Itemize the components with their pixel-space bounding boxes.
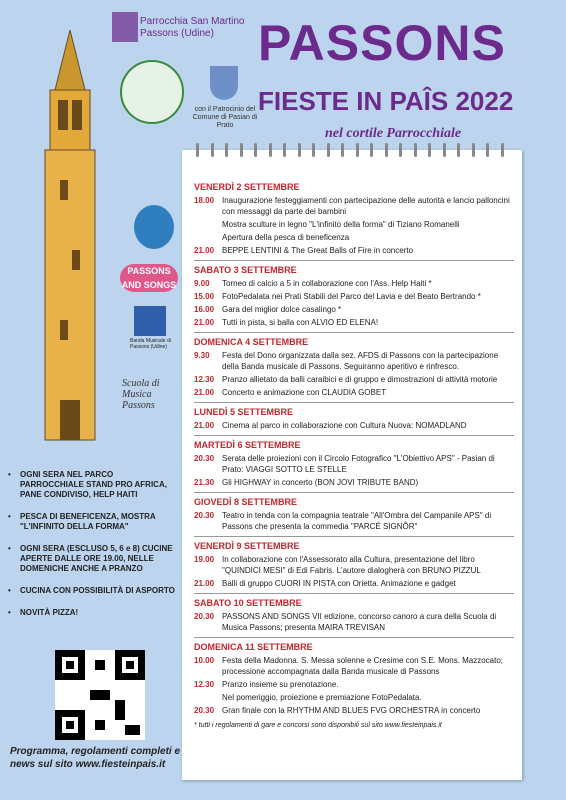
notebook-ring [385, 143, 388, 157]
event-description: BEPPE LENTINI & The Great Balls of Fire in concerto [222, 246, 414, 255]
notebook-ring [501, 143, 504, 157]
event-description: Pranzo insieme su prenotazione. [222, 680, 339, 689]
event-time: 12.30 [194, 375, 215, 384]
event-time: 19.00 [194, 555, 215, 564]
bullet-text: NOVITÀ PIZZA! [20, 608, 79, 617]
event-description: Apertura della pesca di beneficenza [222, 233, 350, 242]
bullet-text: CUCINA CON POSSIBILITÀ DI ASPORTO [20, 586, 175, 595]
info-bullet [8, 608, 178, 618]
day-separator [194, 492, 514, 493]
patronage-text: con il Patrocinio del Comune di Pasian di Prato [192, 106, 258, 129]
day-separator [194, 435, 514, 436]
program-note: Programma, regolamenti completi e news sul sito www.fiesteinpais.it [10, 746, 181, 770]
event-description: Teatro in tenda con la compagnia teatrale "All'Ombra del Campanile APS" di Passons che presenta la commedia "PARCÉ SIGNÔR" [222, 511, 492, 531]
notebook-ring [254, 143, 257, 157]
day-heading: LUNEDÌ 5 SETTEMBRE [194, 407, 294, 417]
event-row [194, 578, 514, 589]
day-heading: VENERDÌ 2 SETTEMBRE [194, 182, 300, 192]
event-description: Nel pomeriggio, proiezione e premiazione FotoPedalata. [222, 693, 422, 702]
event-row [194, 679, 514, 690]
event-description: PASSONS AND SONGS VII edizione, concorso canoro a cura della Scuola di Musica Passons; presenta MAIRA TREVISAN [222, 612, 497, 632]
notebook-ring [240, 143, 243, 157]
notebook-ring [211, 143, 214, 157]
bullet-icon: • [8, 608, 11, 617]
event-row [194, 245, 514, 256]
event-description: Cinema al parco in collaborazione con Cultura Nuova: NOMADLAND [222, 421, 467, 430]
notebook-ring [298, 143, 301, 157]
event-time [194, 232, 222, 243]
event-time: 12.30 [194, 680, 215, 689]
day-heading: DOMENICA 4 SETTEMBRE [194, 337, 309, 347]
event-row [194, 291, 514, 302]
event-row [194, 510, 514, 532]
bullet-icon: • [8, 470, 11, 479]
event-time: 20.30 [194, 511, 215, 520]
passons-songs-logo: PASSONS AND SONGS [121, 266, 177, 290]
event-time: 21.00 [194, 421, 215, 430]
event-row [194, 278, 514, 289]
day-separator [194, 536, 514, 537]
event-description: Balli di gruppo CUORI IN PISTA con Orietta. Animazione e gadget [222, 579, 456, 588]
day-separator [194, 260, 514, 261]
event-row [194, 317, 514, 328]
event-row [194, 655, 514, 677]
day-heading: MARTEDÌ 6 SETTEMBRE [194, 440, 301, 450]
notebook-ring [472, 143, 475, 157]
footnote: * tutti i regolamenti di gare e concorsi sono disponibili sul sito www.fiesteinpais.it [194, 722, 442, 729]
info-bullets [8, 470, 178, 630]
event-row [194, 219, 514, 230]
program-notebook [182, 150, 522, 780]
event-time: 20.30 [194, 706, 215, 715]
bullet-icon: • [8, 586, 11, 595]
event-time: 20.30 [194, 454, 215, 463]
event-time: 15.00 [194, 292, 215, 301]
notebook-ring [312, 143, 315, 157]
day-heading: GIOVEDÌ 8 SETTEMBRE [194, 497, 298, 507]
notebook-ring [196, 143, 199, 157]
event-row [194, 304, 514, 315]
event-row [194, 232, 514, 243]
event-description: FotoPedalata nei Prati Stabili del Parco del Lavia e del Beato Bertrando * [222, 292, 481, 301]
day-heading: SABATO 10 SETTEMBRE [194, 598, 302, 608]
event-time: 9.00 [194, 279, 210, 288]
event-row [194, 350, 514, 372]
campanile-logo-icon [120, 60, 184, 124]
notebook-ring [486, 143, 489, 157]
event-time: 10.00 [194, 656, 215, 665]
event-row [194, 420, 514, 431]
notebook-ring [414, 143, 417, 157]
qr-code-icon [55, 650, 145, 740]
banda-logo-icon [134, 306, 166, 336]
notebook-ring [283, 143, 286, 157]
day-heading: SABATO 3 SETTEMBRE [194, 265, 297, 275]
event-description: Gli HIGHWAY in concerto (BON JOVI TRIBUTE BAND) [222, 478, 419, 487]
notebook-ring [399, 143, 402, 157]
event-time: 16.00 [194, 305, 215, 314]
day-separator [194, 332, 514, 333]
tagline: nel cortile Parrocchiale [325, 126, 462, 141]
festival-badge-icon [134, 205, 174, 249]
day-heading: DOMENICA 11 SETTEMBRE [194, 642, 313, 652]
event-time [194, 692, 222, 703]
event-row [194, 477, 514, 488]
day-separator [194, 637, 514, 638]
event-description: Festa della Madonna. S. Messa solenne e Cresime con S.E. Mons. Mazzocato; processione accompagnata dalla Banda musicale di Passons [222, 656, 504, 676]
bullet-text: PESCA DI BENEFICENZA, MOSTRA "L'INFINITO DELLA FORMA" [20, 512, 156, 531]
scuola-logo: Scuola di Musica Passons [122, 378, 160, 411]
event-row [194, 611, 514, 633]
event-row [194, 554, 514, 576]
info-bullet [8, 544, 178, 574]
event-time: 21.00 [194, 246, 215, 255]
event-description: Inaugurazione festeggiamenti con partecipazione delle autorità e lancio palloncini con messaggi da parte dei bambini [222, 196, 510, 216]
info-bullet [8, 470, 178, 500]
event-description: Gara del miglior dolce casalingo * [222, 305, 342, 314]
bell-tower-illustration [20, 30, 120, 450]
bullet-text: OGNI SERA NEL PARCO PARROCCHIALE STAND PRO AFRICA, PANE CONDIVISO, HELP HAITI [20, 470, 167, 499]
bullet-icon: • [8, 512, 11, 521]
day-separator [194, 402, 514, 403]
banda-logo-label: Banda Musicale di Passons (Udine) [130, 338, 171, 350]
event-time: 9.30 [194, 351, 210, 360]
notebook-ring [225, 143, 228, 157]
event-description: Torneo di calcio a 5 in collaborazione con l'Ass. Help Haiti * [222, 279, 432, 288]
notebook-ring [428, 143, 431, 157]
info-bullet [8, 586, 178, 596]
event-time: 21.30 [194, 478, 215, 487]
bullet-icon: • [8, 544, 11, 553]
event-description: Serata delle proiezioni con il Circolo Fotografico "L'Obiettivo APS" - Pasian di Prato: VIAGGI SOTTO LE STELLE [222, 454, 495, 474]
event-row [194, 195, 514, 217]
notebook-ring [443, 143, 446, 157]
notebook-ring [457, 143, 460, 157]
bullet-text: OGNI SERA (ESCLUSO 5, 6 e 8) CUCINE APERTE DALLE ORE 19.00, NELLE DOMENICHE ANCHE A PRANZO [20, 544, 173, 573]
event-row [194, 387, 514, 398]
notebook-ring [356, 143, 359, 157]
info-bullet [8, 512, 178, 532]
event-description: Festa del Dono organizzata dalla sez. AFDS di Passons con la partecipazione della Banda musicale di Passons. Seguiranno aperitivo e rinfresco. [222, 351, 499, 371]
event-description: Mostra sculture in legno "L'infinito della forma" di Tiziano Romanelli [222, 220, 460, 229]
event-time: 21.00 [194, 388, 215, 397]
event-time [194, 219, 222, 230]
parish-logo-icon [112, 12, 138, 42]
event-time: 21.00 [194, 579, 215, 588]
day-heading: VENERDÌ 9 SETTEMBRE [194, 541, 300, 551]
event-row [194, 692, 514, 703]
parish-name: Parrocchia San Martino Passons (Udine) [140, 16, 245, 39]
notebook-ring [370, 143, 373, 157]
event-row [194, 705, 514, 716]
event-description: In collaborazione con l'Assessorato alla Cultura, presentazione del libro "QUINDICI MESI" di Edi Fabris. L'autore dialogherà con BRUNO PIZZUL [222, 555, 481, 575]
notebook-ring [341, 143, 344, 157]
event-description: Pranzo allietato da balli caraibici e di gruppo e dimostrazioni di attività motorie [222, 375, 498, 384]
event-description: Tutti in pista, si balla con ALVIO ED ELENA! [222, 318, 379, 327]
event-row [194, 374, 514, 385]
event-time: 21.00 [194, 318, 215, 327]
program-list [194, 178, 514, 731]
day-separator [194, 593, 514, 594]
event-description: Concerto e animazione con CLAUDIA GOBET [222, 388, 387, 397]
notebook-ring [269, 143, 272, 157]
page-title: PASSONS [258, 15, 506, 71]
event-row [194, 453, 514, 475]
comune-crest-icon [210, 66, 238, 100]
notebook-ring [327, 143, 330, 157]
event-time: 18.00 [194, 196, 215, 205]
event-description: Gran finale con la RHYTHM AND BLUES FVG ORCHESTRA in concerto [222, 706, 481, 715]
event-time: 20.30 [194, 612, 215, 621]
page-subtitle: FIESTE IN PAÎS 2022 [258, 86, 514, 116]
